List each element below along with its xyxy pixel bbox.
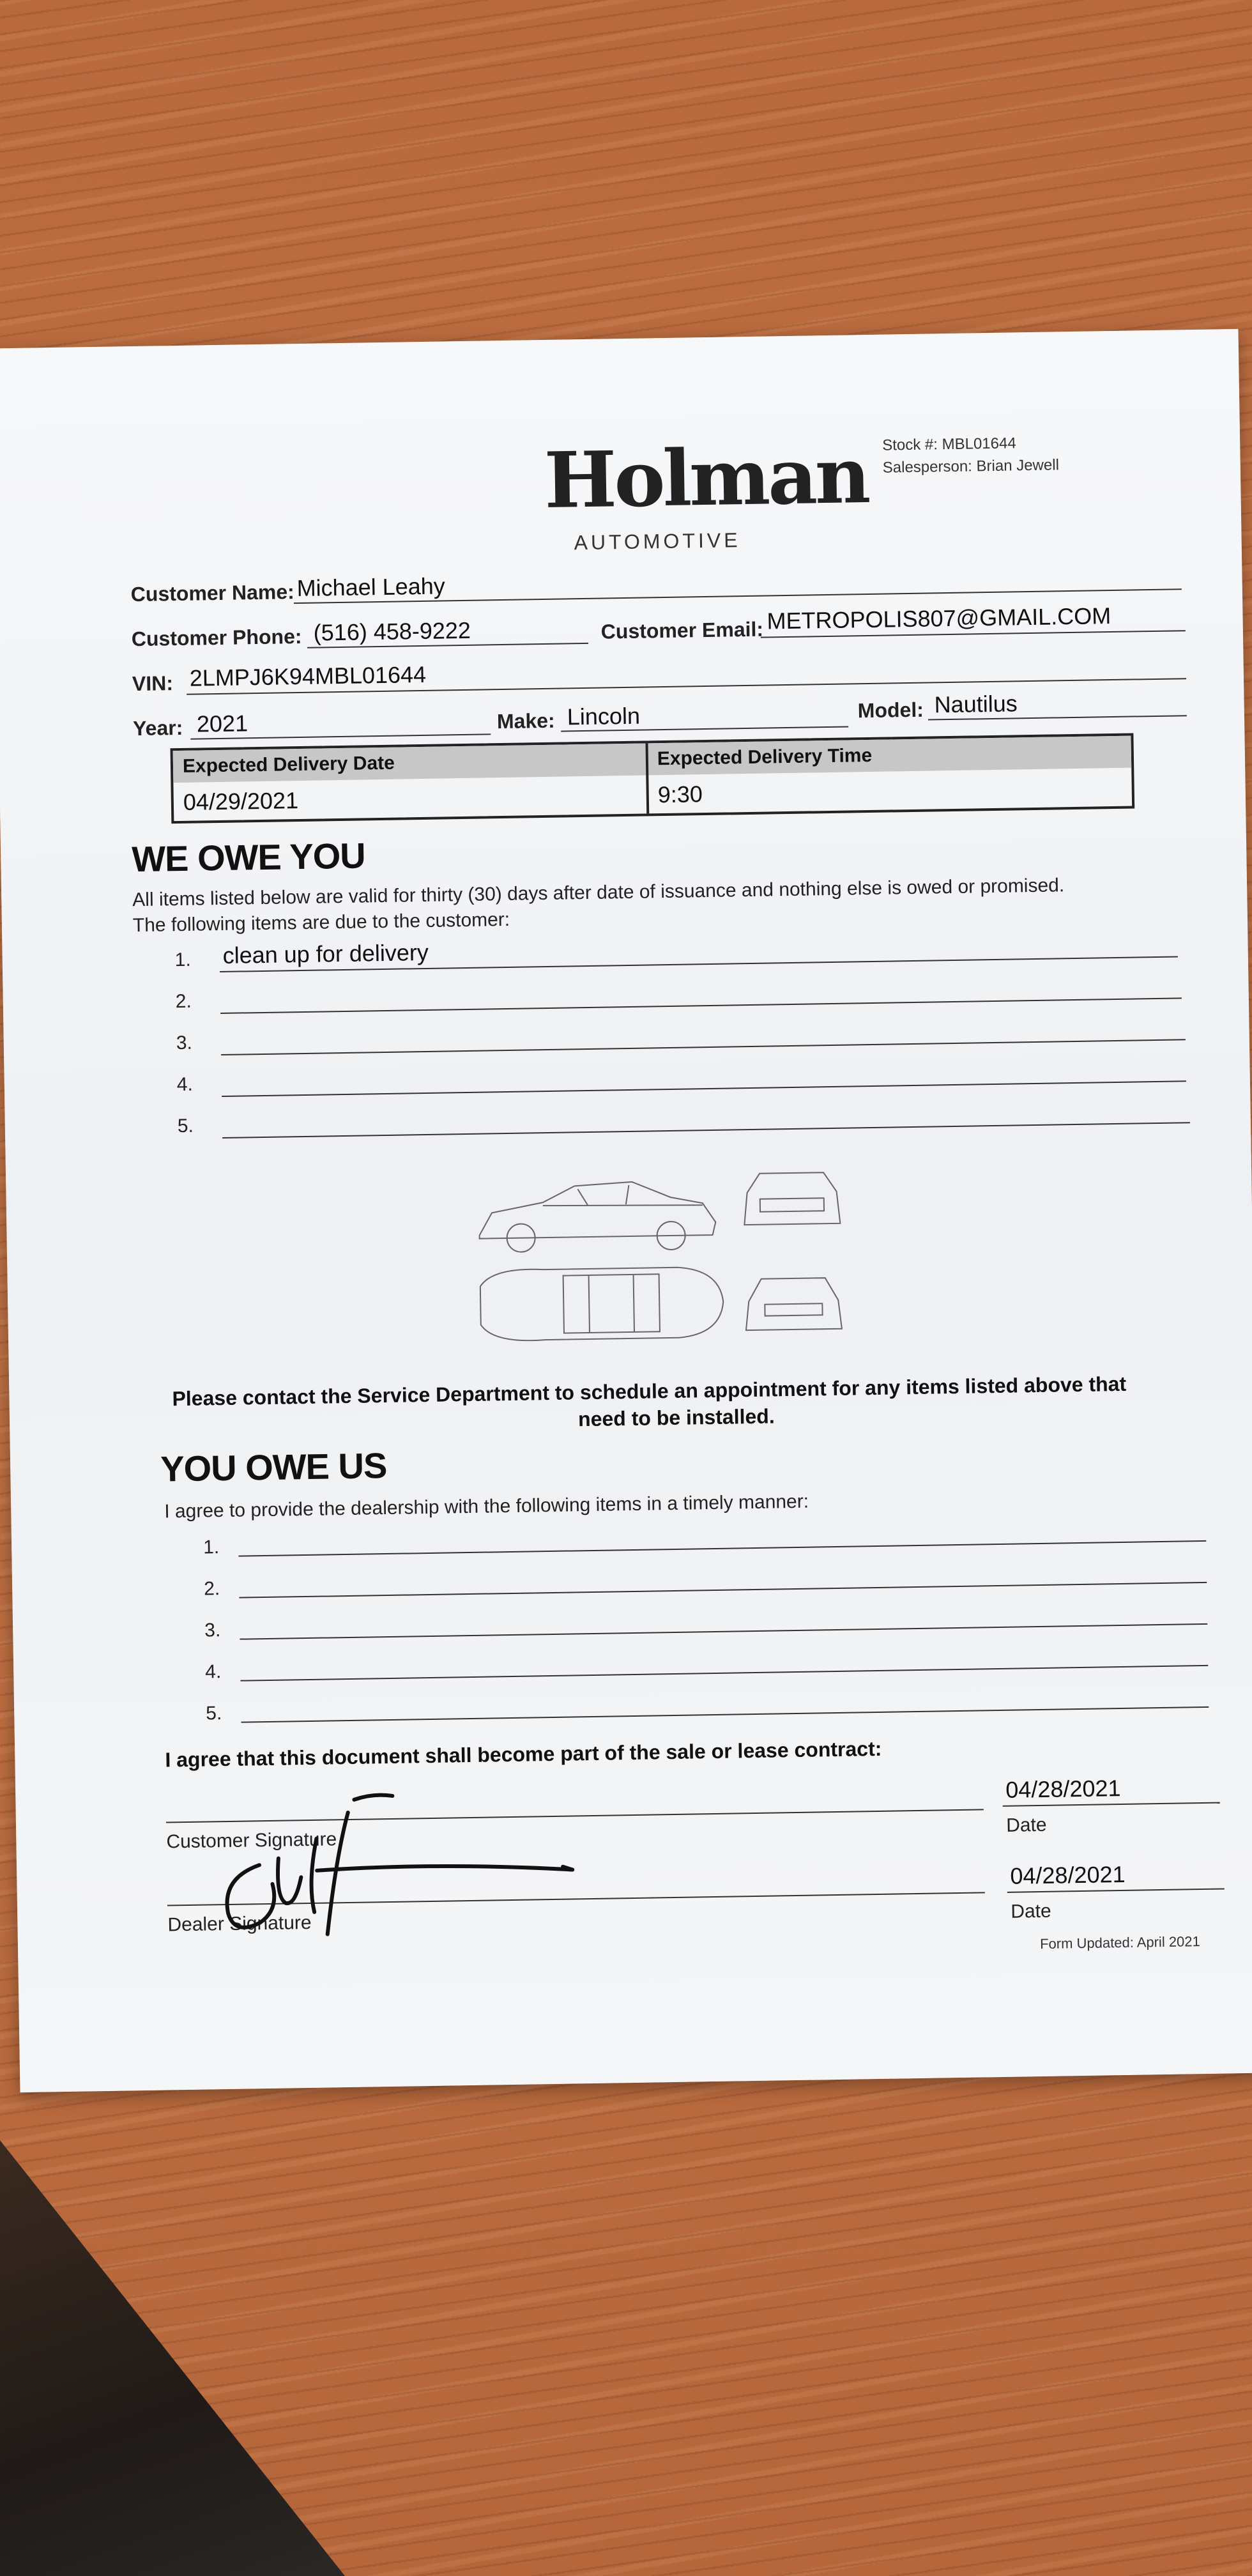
model-label: Model: <box>857 698 924 723</box>
logo-subtitle: AUTOMOTIVE <box>574 528 741 555</box>
customer-date-value: 04/28/2021 <box>1005 1775 1121 1803</box>
you-owe-item-4-line <box>240 1665 1208 1682</box>
model-value: Nautilus <box>934 690 1018 718</box>
salesperson: Salesperson: Brian Jewell <box>882 456 1060 477</box>
customer-name-label: Customer Name: <box>130 580 295 606</box>
delivery-date-label: Expected Delivery Date <box>182 752 395 777</box>
background-shadow <box>0 2140 345 2576</box>
we-owe-you-title: WE OWE YOU <box>131 835 366 880</box>
we-owe-item-5-num: 5. <box>177 1115 194 1137</box>
dealer-date-value: 04/28/2021 <box>1010 1860 1126 1889</box>
you-owe-item-2-line <box>239 1582 1207 1598</box>
dealer-date-label: Date <box>1011 1900 1051 1922</box>
customer-name-value: Michael Leahy <box>296 572 446 602</box>
customer-date-label: Date <box>1005 1814 1047 1836</box>
year-value: 2021 <box>196 710 248 737</box>
vin-value: 2LMPJ6K94MBL01644 <box>189 661 427 691</box>
delivery-time-label: Expected Delivery Time <box>657 744 873 770</box>
we-owe-item-2-num: 2. <box>175 990 192 1013</box>
make-label: Make: <box>496 709 555 733</box>
customer-phone-value: (516) 458-9222 <box>313 617 471 646</box>
you-owe-us-title: YOU OWE US <box>160 1445 387 1489</box>
agreement-statement: I agree that this document shall become part of the sale or lease contract: <box>165 1736 882 1772</box>
make-value: Lincoln <box>567 702 641 730</box>
vehicle-damage-diagram <box>466 1146 890 1363</box>
customer-phone-label: Customer Phone: <box>131 624 302 651</box>
you-owe-item-3-num: 3. <box>204 1620 221 1641</box>
vin-label: VIN: <box>132 671 174 696</box>
we-owe-item-5-line <box>222 1122 1190 1138</box>
you-owe-item-1-line <box>238 1540 1206 1557</box>
you-owe-us-intro: I agree to provide the dealership with the following items in a timely manner: <box>164 1491 809 1522</box>
you-owe-item-4-num: 4. <box>204 1661 222 1683</box>
dealer-signature-label: Dealer Signature <box>167 1912 312 1936</box>
dealer-handwritten-signature <box>181 1770 593 1949</box>
delivery-form-document <box>0 329 1252 2092</box>
we-owe-item-3-line <box>221 1039 1186 1055</box>
we-owe-item-4-num: 4. <box>176 1073 194 1096</box>
we-owe-item-4-line <box>222 1080 1186 1097</box>
we-owe-item-2-line <box>220 997 1182 1014</box>
we-owe-item-1-text: clean up for delivery <box>222 939 429 969</box>
you-owe-item-3-line <box>240 1623 1207 1640</box>
form-updated-note: Form Updated: April 2021 <box>1039 1933 1200 1952</box>
you-owe-item-1-num: 1. <box>202 1537 220 1558</box>
you-owe-item-5-num: 5. <box>206 1703 222 1724</box>
stock-number: Stock #: MBL01644 <box>882 434 1016 454</box>
we-owe-you-intro: The following items are due to the customer: <box>132 908 510 937</box>
we-owe-item-3-num: 3. <box>176 1032 193 1054</box>
delivery-box <box>171 733 1135 824</box>
we-owe-you-terms: All items listed below are valid for thirty (30) days after date of issuance and nothing else is owed or promised. <box>132 875 1065 911</box>
service-notice-line-2: need to be installed. <box>577 1404 775 1431</box>
customer-email-value: METROPOLIS807@GMAIL.COM <box>767 602 1111 634</box>
year-label: Year: <box>132 716 183 740</box>
customer-email-label: Customer Email: <box>600 617 764 643</box>
delivery-time-value: 9:30 <box>657 781 703 808</box>
customer-signature-label: Customer Signature <box>166 1828 337 1853</box>
you-owe-item-5-line <box>241 1706 1209 1723</box>
you-owe-item-2-num: 2. <box>203 1578 220 1600</box>
service-notice-line-1: Please contact the Service Department to schedule an appointment for any items listed above that <box>172 1372 1127 1411</box>
we-owe-item-1-num: 1. <box>174 949 192 971</box>
delivery-date-value: 04/29/2021 <box>183 787 299 815</box>
holman-logo: Holman <box>543 430 869 526</box>
